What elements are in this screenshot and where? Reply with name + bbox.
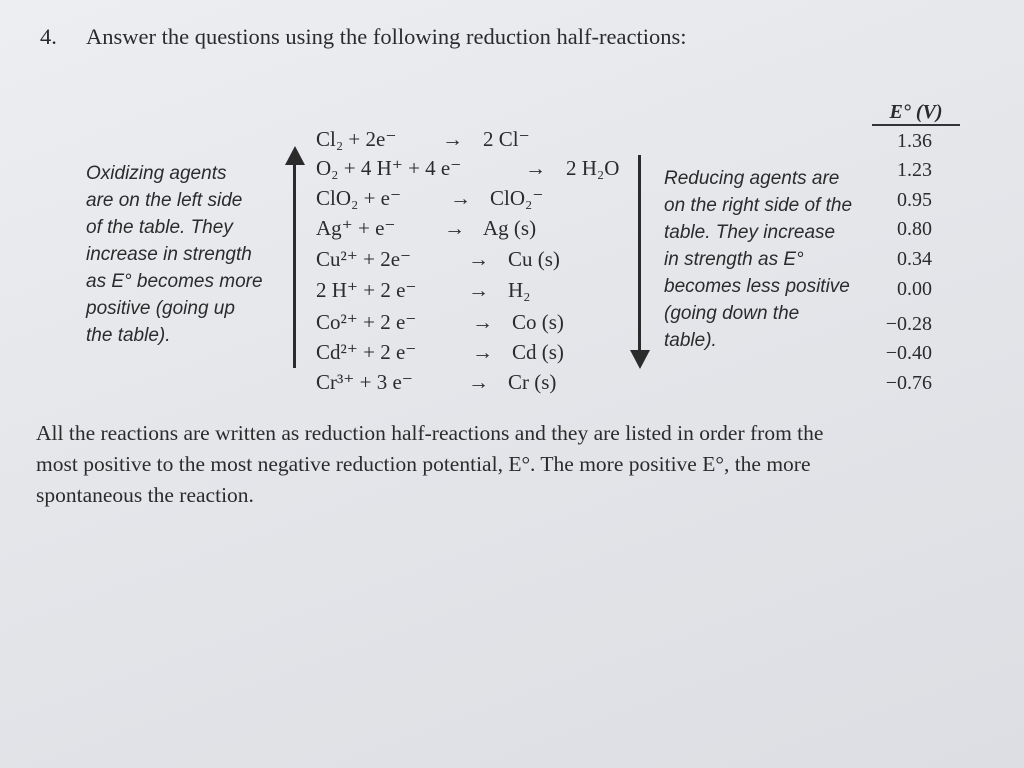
reaction-products: Cu (s): [508, 247, 560, 271]
reaction-arrow: →: [442, 127, 463, 151]
reaction-arrow: →: [444, 216, 465, 240]
question-number: 4.: [40, 24, 57, 49]
note-line: are on the left side: [86, 190, 243, 211]
reaction-products: H₂: [508, 278, 531, 302]
paragraph-line: spontaneous the reaction.: [36, 483, 254, 507]
note-line: becomes less positive: [664, 276, 850, 297]
reaction-arrow: →: [468, 247, 489, 271]
question-text: Answer the questions using the following reduction half-reactions:: [86, 24, 687, 49]
reaction-products: Ag (s): [483, 216, 537, 240]
reaction-reactants: 2 H⁺ + 2 e⁻: [316, 278, 417, 302]
eo-value: 0.95: [897, 189, 932, 211]
note-line: on the right side of the: [664, 195, 853, 216]
reaction-reactants: Cl₂ + 2e⁻: [316, 127, 397, 151]
note-line: table. They increase: [664, 222, 836, 243]
reaction-products: Co (s): [512, 310, 564, 334]
question-heading: [40, 24, 687, 50]
note-line: table).: [664, 330, 717, 351]
note-line: Oxidizing agents: [86, 163, 227, 184]
eo-value: 0.34: [897, 248, 932, 270]
eo-value: 1.23: [897, 159, 932, 181]
reaction-products: 2 H₂O: [566, 156, 620, 180]
reaction-products: 2 Cl⁻: [483, 127, 530, 151]
reaction-products: Cd (s): [512, 340, 564, 364]
note-line: as E° becomes more: [86, 271, 263, 292]
note-line: Reducing agents are: [664, 168, 840, 189]
note-line: of the table. They: [86, 217, 233, 238]
eo-value: −0.28: [885, 313, 932, 335]
note-line: (going down the: [664, 303, 800, 324]
reaction-reactants: Co²⁺ + 2 e⁻: [316, 310, 417, 334]
reaction-reactants: Cr³⁺ + 3 e⁻: [316, 370, 413, 394]
reducing-agents-note: [664, 165, 879, 354]
note-line: in strength as E°: [664, 249, 804, 270]
reaction-arrow: →: [450, 186, 471, 210]
reaction-arrow: →: [468, 278, 489, 302]
eo-value: −0.76: [885, 372, 932, 394]
oxidizing-agents-note: [86, 160, 286, 349]
paragraph-line: All the reactions are written as reduction half-reactions and they are listed in order from the: [36, 421, 824, 445]
reaction-reactants: O₂ + 4 H⁺ + 4 e⁻: [316, 156, 462, 180]
reaction-reactants: Ag⁺ + e⁻: [316, 216, 396, 240]
paragraph-line: most positive to the most negative reduction potential, E°. The more positive E°, the more: [36, 452, 811, 476]
note-line: positive (going up: [86, 298, 235, 319]
reaction-arrow: →: [472, 340, 493, 364]
explanation-paragraph: [36, 418, 1021, 511]
reaction-reactants: Cd²⁺ + 2 e⁻: [316, 340, 417, 364]
eo-value: 1.36: [897, 130, 932, 152]
reaction-reactants: ClO₂ + e⁻: [316, 186, 402, 210]
eo-value: −0.40: [885, 342, 932, 364]
reaction-reactants: Cu²⁺ + 2e⁻: [316, 247, 412, 271]
eo-value: 0.00: [897, 278, 932, 300]
reaction-arrow: →: [525, 156, 546, 180]
reaction-products: ClO₂⁻: [490, 186, 544, 210]
note-line: increase in strength: [86, 244, 252, 265]
reaction-arrow: →: [468, 370, 489, 394]
eo-column-header: E° (V): [872, 101, 960, 126]
eo-value: 0.80: [897, 218, 932, 240]
reaction-arrow: →: [472, 310, 493, 334]
note-line: the table).: [86, 325, 171, 346]
reaction-products: Cr (s): [508, 370, 557, 394]
